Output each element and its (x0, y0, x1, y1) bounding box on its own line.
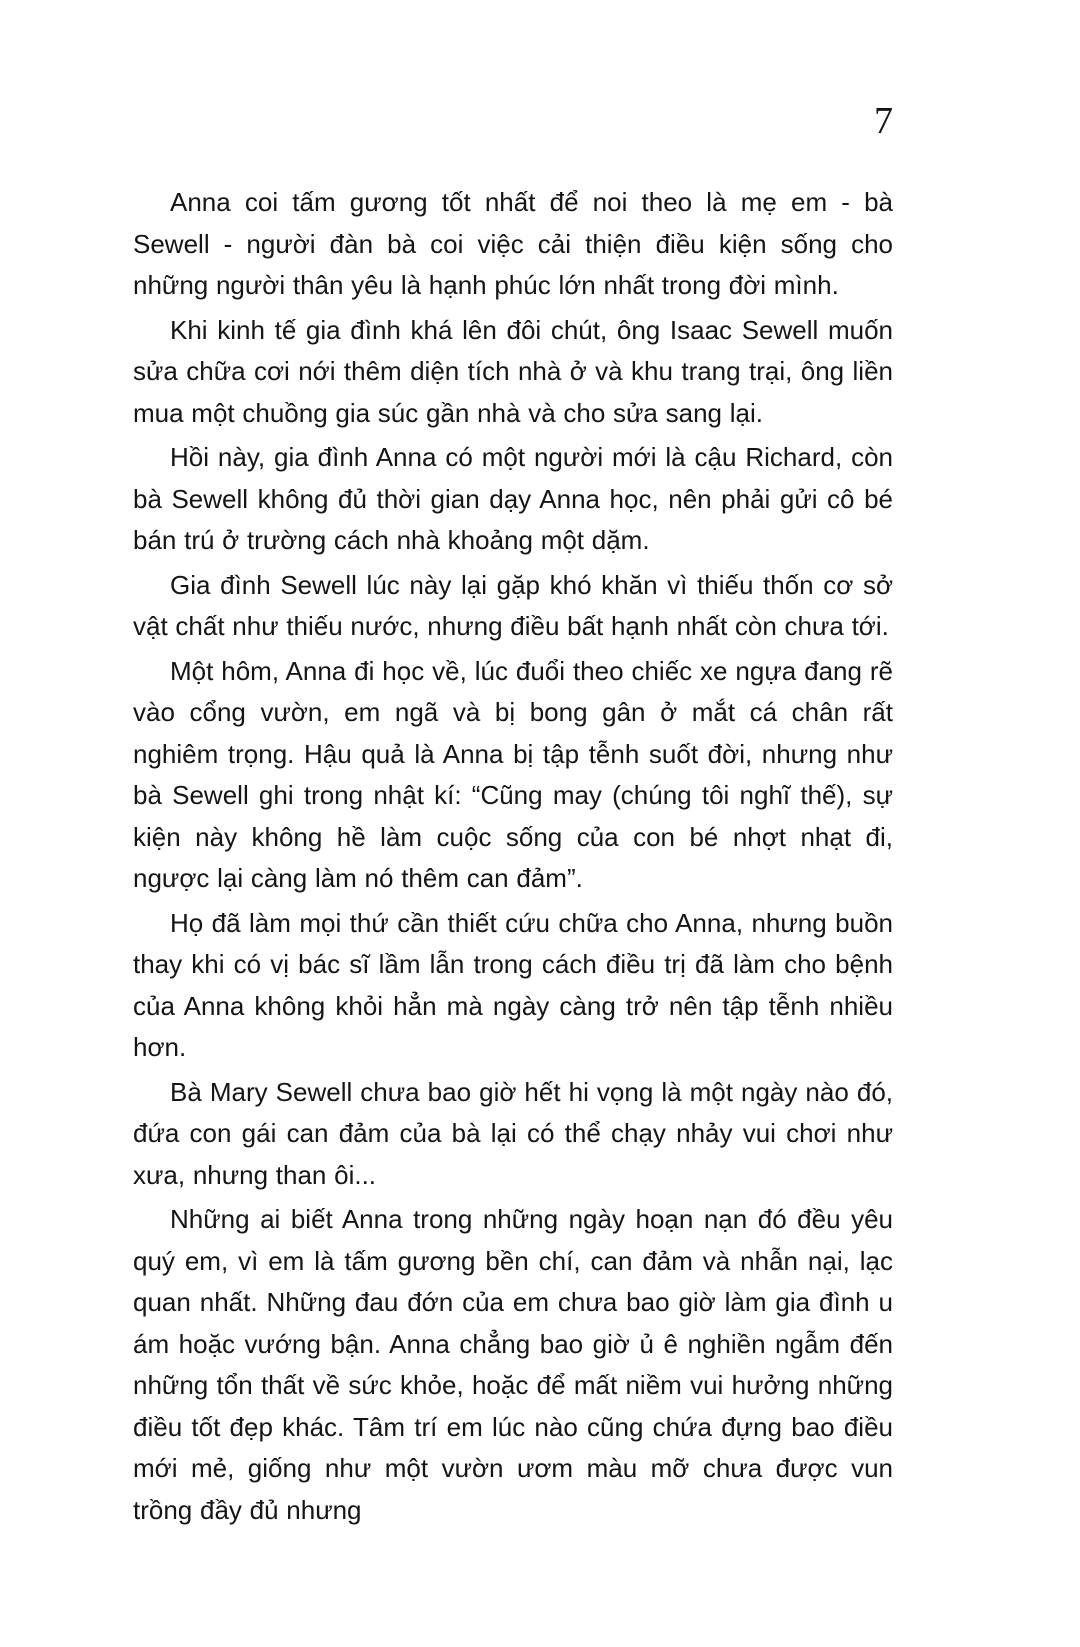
paragraph: Hồi này, gia đình Anna có một người mới là cậu Richard, còn bà Sewell không đủ thời gian dạy Anna học, nên phải gửi cô bé bán trú ở trường cách nhà khoảng một dặm. (133, 442, 893, 555)
page-content (133, 182, 893, 1534)
page-number: 7 (874, 100, 893, 142)
paragraph: Anna coi tấm gương tốt nhất để noi theo là mẹ em - bà Sewell - người đàn bà coi việc cải thiện điều kiện sống cho những người thân yêu là hạnh phúc lớn nhất trong đời mình. (133, 187, 893, 300)
paragraph: Bà Mary Sewell chưa bao giờ hết hi vọng là một ngày nào đó, đứa con gái can đảm của bà lại có thể chạy nhảy vui chơi như xưa, nhưng than ôi... (133, 1076, 893, 1190)
paragraph: Một hôm, Anna đi học về, lúc đuổi theo chiếc xe ngựa đang rẽ vào cổng vườn, em ngã và bị bong gân ở mắt cá chân rất nghiêm trọng. Hậu quả là Anna bị tập tễnh suốt đời, nhưng như bà Sewell ghi trong nhật kí: “Cũng may (chúng tôi nghĩ thế), sự kiện này không hề làm cuộc sống của con bé nhợt nhạt đi, ngược lại càng làm nó thêm can đảm”. (133, 655, 893, 893)
paragraph: Những ai biết Anna trong những ngày hoạn nạn đó đều yêu quý em, vì em là tấm gương bền chí, can đảm và nhẫn nại, lạc quan nhất. Những đau đớn của em chưa bao giờ làm gia đình u ám hoặc vướng bận. Anna chẳng bao giờ ủ ê nghiền ngẫm đến những tổn thất về sức khỏe, hoặc để mất niềm vui hưởng những điều tốt đẹp khác. Tâm trí em lúc nào cũng chứa đựng bao điều mới mẻ, giống như một vườn ươm màu mỡ chưa được vun trồng đầy đủ nhưng (133, 1204, 893, 1525)
paragraph: Khi kinh tế gia đình khá lên đôi chút, ông Isaac Sewell muốn sửa chữa cơi nới thêm diện tích nhà ở và khu trang trại, ông liền mua một chuồng gia súc gần nhà và cho sửa sang lại. (133, 314, 893, 428)
paragraph: Họ đã làm mọi thứ cần thiết cứu chữa cho Anna, nhưng buồn thay khi có vị bác sĩ lầm lẫn trong cách điều trị đã làm cho bệnh của Anna không khỏi hẳn mà ngày càng trở nên tập tễnh nhiều hơn. (133, 907, 893, 1062)
paragraph: Gia đình Sewell lúc này lại gặp khó khăn vì thiếu thốn cơ sở vật chất như thiếu nước, nhưng điều bất hạnh nhất còn chưa tới. (133, 569, 893, 641)
